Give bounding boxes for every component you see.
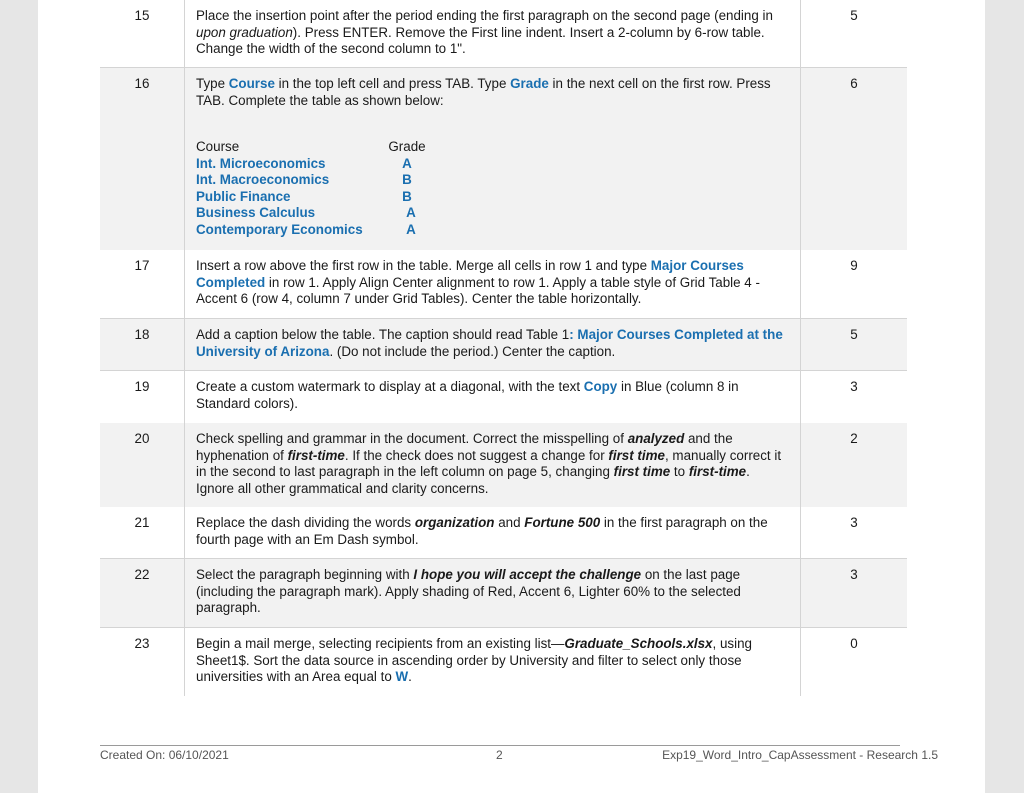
step-row [100,559,907,628]
page-footer [100,745,938,766]
step-number: 18 [134,327,150,342]
step-instructions [184,559,801,627]
instruction-text: and the hyphenation of [196,431,733,463]
instruction-text: . [408,669,412,684]
step-row [100,507,907,559]
emphasized-text: Fortune 500 [524,515,601,530]
emphasized-text: organization [414,515,495,530]
typed-text: Course [228,76,275,91]
footer-created-date: Created On: 06/10/2021 [100,748,229,762]
instruction-text: Type [196,76,229,91]
emphasized-text: Graduate_Schools.xlsx [564,636,713,651]
step-number: 21 [134,515,150,530]
typed-text: : Major Courses Completed at the University of Arizona [196,327,783,359]
emphasized-text: first-time [688,464,747,479]
course-cell: Int. Macroeconomics [196,172,330,187]
emphasized-text: upon graduation [196,24,293,40]
step-number: 15 [134,8,150,23]
step-points: 6 [850,76,858,91]
course-cell: Public Finance [196,188,291,204]
step-instructions [184,68,801,250]
typed-text: Copy [583,379,618,394]
step-row [100,319,907,371]
instruction-text: Create a custom watermark to display at a diagonal, with the text [196,379,584,394]
instruction-text: in the next cell on the first row. Press TAB. Complete the table as shown below: [196,76,771,108]
step-number: 16 [134,76,150,91]
instruction-text: Add a caption below the table. The caption should read Table 1 [196,327,570,342]
typed-text: Grade [510,76,549,91]
step-row [100,0,907,68]
instruction-text: to [670,464,689,479]
steps-table [100,0,907,696]
step-text [196,76,790,109]
instruction-text: , using Sheet1$. Sort the data source in ascending order by University and filter to select only those universities with an Area equal to [196,636,752,684]
step-instructions [184,319,801,370]
grade-table-row [196,156,441,173]
instruction-text: Begin a mail merge, selecting recipients from an existing list— [196,636,565,651]
step-number: 23 [134,636,150,651]
grade-table-row [196,222,441,239]
instruction-text: . (Do not include the period.) Center the caption. [329,343,616,359]
grade-table-header [196,139,441,156]
step-row [100,68,907,250]
step-points: 9 [850,258,858,273]
grade-cell: A [402,155,412,171]
step-instructions [184,628,801,696]
emphasized-text: I hope you will accept the challenge [413,567,642,582]
instruction-text: . If the check does not suggest a change for [344,447,609,463]
instruction-text: in row 1. Apply Align Center alignment to row 1. Apply a table style of Grid Table 4 - Accent 6 (row 4, column 7 under Grid Tables). Center the table horizontally. [196,274,760,306]
footer-page-number: 2 [496,748,503,762]
step-instructions [184,423,801,507]
grade-cell: B [402,172,412,187]
step-number: 17 [134,258,150,273]
step-instructions [184,371,801,423]
step-instructions [184,507,801,558]
instruction-text: , manually correct it in the second to last paragraph in the left column on page 5, changing [196,447,782,479]
grade-table [196,139,441,238]
grade-header: Grade [388,139,426,154]
course-cell: Int. Microeconomics [196,155,326,171]
step-points: 0 [850,636,858,651]
instruction-text: in Blue (column 8 in Standard colors). [196,379,739,411]
instruction-text: Insert a row above the first row in the table. Merge all cells in row 1 and type [196,258,651,273]
step-instructions [184,250,801,318]
grade-table-row [196,205,441,222]
step-row [100,371,907,423]
instruction-text: in the first paragraph on the fourth page with an Em Dash symbol. [196,515,768,547]
grade-cell: A [406,221,416,237]
instruction-text: and [494,515,525,530]
instruction-text: Place the insertion point after the period ending the first paragraph on the second page (ending in [196,8,773,23]
typed-text: Major Courses Completed [196,258,744,290]
grade-table-row [196,172,441,189]
course-cell: Contemporary Economics [196,221,363,237]
emphasized-text: first time [613,464,671,479]
course-header: Course [196,139,240,154]
step-row [100,250,907,319]
step-row [100,628,907,696]
grade-table-row [196,189,441,206]
step-points: 3 [850,379,858,394]
course-cell: Business Calculus [196,205,316,220]
instruction-text: ). Press ENTER. Remove the First line indent. Insert a 2-column by 6-row table. Change the width of the second column to 1". [196,24,765,56]
document-page [38,0,985,793]
step-points: 3 [850,567,858,582]
instruction-text: in the top left cell and press TAB. Type [274,76,511,91]
step-number: 20 [134,431,150,446]
step-points: 3 [850,515,858,530]
footer-document-name: Exp19_Word_Intro_CapAssessment - Research 1.5 [662,748,938,762]
step-instructions [184,0,801,67]
emphasized-text: first time [608,447,665,463]
instruction-text: Check spelling and grammar in the document. Correct the misspelling of [196,431,628,446]
instruction-text: . Ignore all other grammatical and clarity concerns. [196,464,750,496]
emphasized-text: analyzed [627,431,685,446]
instruction-text: Replace the dash dividing the words [196,515,415,530]
step-points: 5 [850,327,858,342]
step-points: 2 [850,431,858,446]
typed-text: W [395,669,409,684]
step-number: 22 [134,567,150,582]
step-number: 19 [134,379,150,394]
instruction-text: on the last page (including the paragraph mark). Apply shading of Red, Accent 6, Lighter 60% to the selected paragraph. [196,567,741,615]
step-points: 5 [850,8,858,23]
step-row [100,423,907,507]
grade-cell: A [406,205,416,220]
emphasized-text: first-time [287,447,345,463]
instruction-text: Select the paragraph beginning with [196,567,414,582]
grade-cell: B [402,188,412,204]
